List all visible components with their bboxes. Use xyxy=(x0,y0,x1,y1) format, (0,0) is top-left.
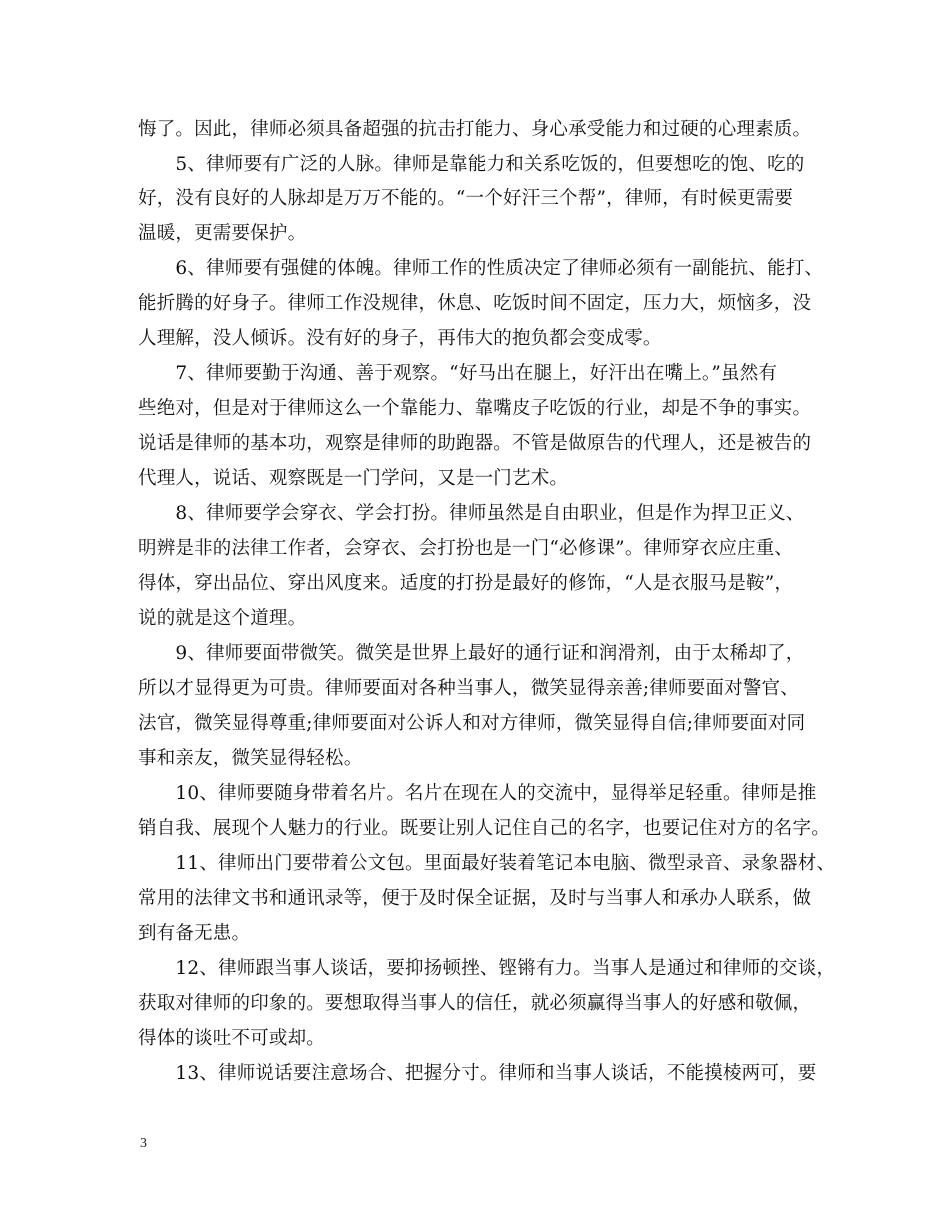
text-line: 事和亲友，微笑显得轻松。 xyxy=(138,748,363,769)
text-line: 得体的谈吐不可或却。 xyxy=(138,1028,326,1049)
text-line: 所以才显得更为可贵。律师要面对各种当事人，微笑显得亲善;律师要面对警官、 xyxy=(138,678,799,699)
text-line: 悔了。因此，律师必须具备超强的抗击打能力、身心承受能力和过硬的心理素质。 xyxy=(138,119,812,140)
text-line: 常用的法律文书和通讯录等，便于及时保全证据，及时与当事人和承办人联系，做 xyxy=(138,888,812,909)
text-line: 获取对律师的印象的。要想取得当事人的信任，就必须赢得当事人的好感和敬佩， xyxy=(138,993,812,1014)
text-line: 人理解，没人倾诉。没有好的身子，再伟大的抱负都会变成零。 xyxy=(138,328,662,349)
text-line: 销自我、展现个人魅力的行业。既要让别人记住自己的名字，也要记住对方的名字。 xyxy=(138,818,830,839)
text-line: 7、律师要勤于沟通、善于观察。“好马出在腿上，好汗出在嘴上。”虽然有 xyxy=(138,363,778,384)
text-line: 6、律师要有强健的体魄。律师工作的性质决定了律师必须有一副能抗、能打、 xyxy=(138,258,824,279)
text-line: 9、律师要面带微笑。微笑是世界上最好的通行证和润滑剂，由于太稀却了， xyxy=(138,643,805,664)
text-line: 到有备无患。 xyxy=(138,923,251,944)
text-line: 得体，穿出品位、穿出风度来。适度的打扮是最好的修饰，“人是衣服马是鞍”， xyxy=(138,573,794,594)
text-line: 些绝对，但是对于律师这么一个靠能力、靠嘴皮子吃饭的行业，却是不争的事实。 xyxy=(138,398,812,419)
text-line: 8、律师要学会穿衣、学会打扮。律师虽然是自由职业，但是作为捍卫正义、 xyxy=(138,503,805,524)
text-line: 说话是律师的基本功，观察是律师的助跑器。不管是做原告的代理人，还是被告的 xyxy=(138,433,812,454)
text-line: 10、律师要随身带着名片。名片在现在人的交流中，显得举足轻重。律师是推 xyxy=(138,783,817,804)
text-line: 代理人，说话、观察既是一门学问，又是一门艺术。 xyxy=(138,468,569,489)
page-number: 3 xyxy=(140,1136,147,1151)
text-line: 法官，微笑显得尊重;律师要面对公诉人和对方律师，微笑显得自信;律师要面对同 xyxy=(138,713,806,734)
text-line: 13、律师说话要注意场合、把握分寸。律师和当事人谈话，不能摸棱两可，要 xyxy=(138,1063,817,1084)
text-line: 12、律师跟当事人谈话，要抑扬顿挫、铿锵有力。当事人是通过和律师的交谈， xyxy=(138,958,836,979)
text-line: 温暖，更需要保护。 xyxy=(138,223,307,244)
text-line: 能折腾的好身子。律师工作没规律，休息、吃饭时间不固定，压力大，烦恼多，没 xyxy=(138,293,812,314)
text-line: 说的就是这个道理。 xyxy=(138,608,307,629)
text-line: 明辨是非的法律工作者，会穿衣、会打扮也是一门“必修课”。律师穿衣应庄重、 xyxy=(138,538,794,559)
text-line: 好，没有良好的人脉却是万万不能的。“一个好汗三个帮”，律师，有时候更需要 xyxy=(138,188,794,209)
text-line: 5、律师要有广泛的人脉。律师是靠能力和关系吃饭的，但要想吃的饱、吃的 xyxy=(138,154,805,175)
text-line: 11、律师出门要带着公文包。里面最好装着笔记本电脑、微型录音、录象器材、 xyxy=(138,853,836,874)
